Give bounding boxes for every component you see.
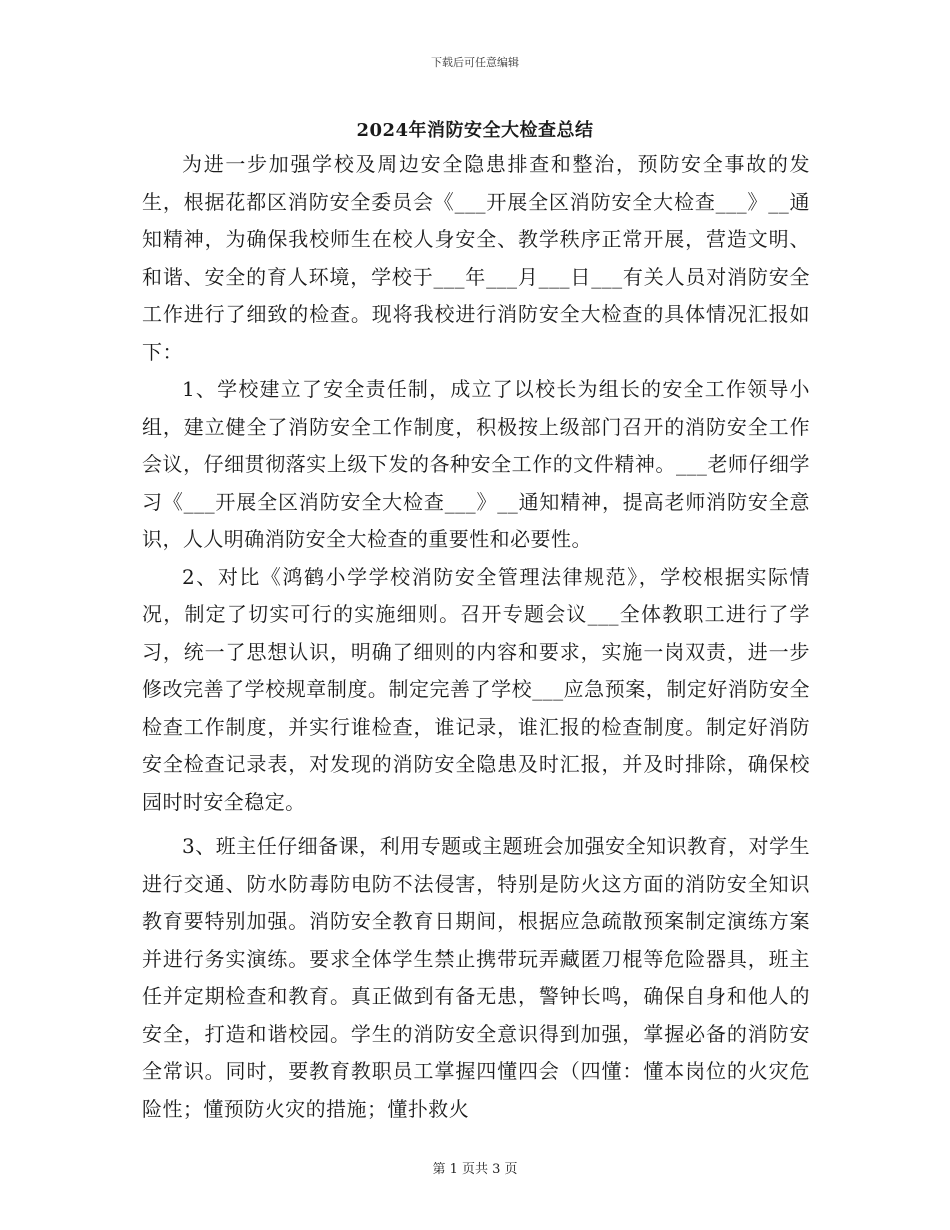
section-2-paragraph: 2、对比《鸿鹤小学学校消防安全管理法律规范》，学校根据实际情况，制定了切实可行的实施细则。召开专题会议___全体教职工进行了学习，统一了思想认识，明确了细则的内容和要求，实施一岗双责，进一步修改完善了学校规章制度。制定完善了学校___应急预案，制定好消防安全检查工作制度，并实行谁检查，谁记录，谁汇报的检查制度。制定好消防安全检查记录表，对发现的消防安全隐患及时汇报，并及时排除，确保校园时时安全稳定。	[142, 564, 810, 814]
section-1-paragraph: 1、学校建立了安全责任制，成立了以校长为组长的安全工作领导小组，建立健全了消防安全工作制度，积极按上级部门召开的消防安全工作会议，仔细贯彻落实上级下发的各种安全工作的文件精神。___老师仔细学习《___开展全区消防安全大检查___》__通知精神，提高老师消防安全意识，人人明确消防安全大检查的重要性和必要性。	[142, 377, 810, 551]
document-body	[142, 146, 810, 1128]
page-number: 第 1 页共 3 页	[432, 1162, 518, 1177]
intro-paragraph: 为进一步加强学校及周边安全隐患排查和整治，预防安全事故的发生，根据花都区消防安全委员会《___开展全区消防安全大检查___》__通知精神，为确保我校师生在校人身安全、教学秩序正常开展，营造文明、和谐、安全的育人环境，学校于___年___月___日___有关人员对消防安全工作进行了细致的检查。现将我校进行消防安全大检查的具体情况汇报如下：	[142, 152, 810, 364]
section-3-paragraph: 3、班主任仔细备课，利用专题或主题班会加强安全知识教育，对学生进行交通、防水防毒防电防不法侵害，特别是防火这方面的消防安全知识教育要特别加强。消防安全教育日期间，根据应急疏散预案制定演练方案并进行务实演练。要求全体学生禁止携带玩弄藏匿刀棍等危险器具，班主任并定期检查和教育。真正做到有备无患，警钟长鸣，确保自身和他人的安全，打造和谐校园。学生的消防安全意识得到加强，掌握必备的消防安全常识。同时，要教育教职员工掌握四懂四会（四懂：懂本岗位的火灾危险性；懂预防火灾的措施；懂扑救火	[142, 834, 810, 1121]
header-note: 下载后可任意编辑	[431, 56, 519, 69]
document-title: 2024年消防安全大检查总结	[356, 120, 594, 141]
